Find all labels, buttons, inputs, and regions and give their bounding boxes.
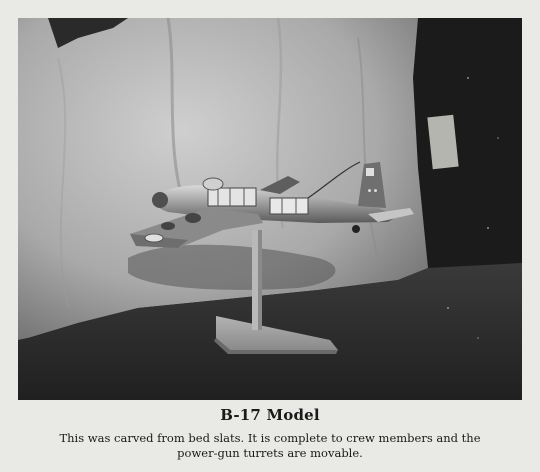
wall-card [427, 115, 458, 169]
svg-text:● ●: ● ● [368, 188, 378, 194]
photograph [18, 18, 522, 400]
caption-title: B-17 Model [220, 406, 320, 424]
b17-model-photo [18, 18, 522, 400]
caption-text: This was carved from bed slats. It is complete to crew members and the power-gun turrets are movable. [59, 431, 481, 460]
